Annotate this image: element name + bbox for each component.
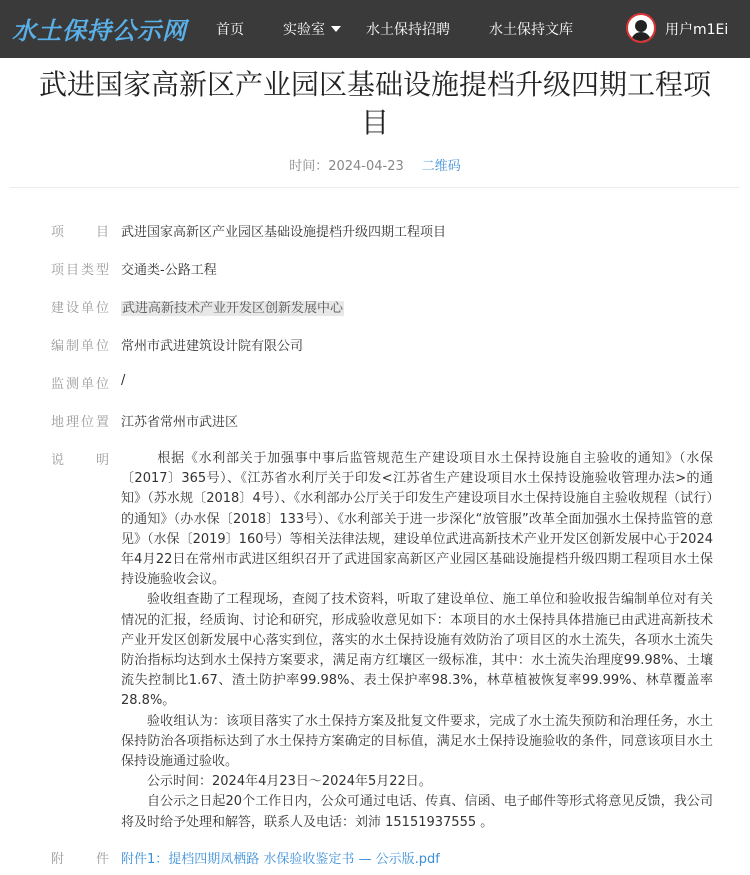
label-project-type: 项目类型 xyxy=(51,263,109,278)
label-builder: 建设单位 xyxy=(51,301,109,316)
avatar-head-icon xyxy=(635,20,647,32)
chevron-down-icon xyxy=(331,26,341,32)
description-paragraph: 根据《水利部关于加强事中事后监管规范生产建设项目水土保持设施自主验收的通知》（水保〔2017〕365号）、《江苏省水利厅关于印发<江苏省生产建设项目水土保持设施验收管理办法>的通知》（苏水规〔2018〕4号）、《水利部办公厅关于印发生产建设项目水土保持设施自主验收规程（试行）的通知》（办水保〔2018〕133号）、《水利部关于进一步深化“放管服”改革全面加强水土保持监管的意见》（水保〔2019〕160号）等相关法律法规，建设单位武进高新技术产业开发区创新发展中心于2024年4月22日在常州市武进区组织召开了武进国家高新区产业园区基础设施提档升级四期工程项目水土保持设施验收会议。 xyxy=(121,451,713,588)
value-project: 武进国家高新区产业园区基础设施提档升级四期工程项目 xyxy=(121,225,447,240)
value-location: 江苏省常州市武进区 xyxy=(121,415,239,430)
nav-item-lab[interactable] xyxy=(283,19,341,39)
value-compiler: 常州市武进建筑设计院有限公司 xyxy=(121,339,304,354)
attachment-link[interactable]: 附件1：提档四期凤栖路 水保验收鉴定书 — 公示版.pdf xyxy=(121,852,440,867)
nav-item-home[interactable]: 首页 xyxy=(216,22,244,38)
description-paragraph: 验收组认为：该项目落实了水土保持方案及批复文件要求，完成了水土流失预防和治理任务，水土保持防治各项指标达到了水土保持方案确定的目标值，满足水土保持设施验收的条件，同意该项目水土保持设施通过验收。 xyxy=(121,713,713,770)
label-location: 地理位置 xyxy=(51,415,109,430)
value-builder xyxy=(121,297,344,316)
label-compiler: 编制单位 xyxy=(51,339,109,354)
divider xyxy=(10,187,740,188)
top-nav xyxy=(0,0,750,58)
builder-highlight: 武进高新技术产业开发区创新发展中心 xyxy=(122,301,344,316)
article-meta xyxy=(0,155,750,174)
nav-item-lab-label: 实验室 xyxy=(283,22,325,38)
label-description: 说 明 xyxy=(51,453,109,468)
publish-time: 时间：2024-04-23 xyxy=(289,159,404,174)
value-monitor: / xyxy=(121,373,126,388)
site-logo[interactable]: 水土保持公示网 xyxy=(12,17,187,45)
description-paragraph: 公示时间：2024年4月23日～2024年5月22日。 xyxy=(147,774,432,790)
nav-item-recruit[interactable]: 水土保持招聘 xyxy=(366,22,450,38)
avatar-body-icon xyxy=(631,32,651,43)
nav-item-library[interactable]: 水土保持文库 xyxy=(489,22,573,38)
description-paragraph: 验收组查勘了工程现场，查阅了技术资料，听取了建设单位、施工单位和验收报告编制单位对有关情况的汇报，经质询、讨论和研究，形成验收意见如下：本项目的水土保持具体措施已由武进高新技术产业开发区创新发展中心落实到位，落实的水土保持设施有效防治了项目区的水土流失，各项水土流失防治指标均达到水土保持方案要求，满足南方红壤区一级标准，其中：水土流失治理度99.98%、土壤流失控制比1.67、渣土防护率99.98%、表土保护率98.3%，林草植被恢复率99.99%、林草覆盖率28.8%。 xyxy=(121,592,713,709)
label-project: 项 目 xyxy=(51,225,109,240)
page-title: 武进国家高新区产业园区基础设施提档升级四期工程项目 xyxy=(38,68,711,139)
value-project-type: 交通类-公路工程 xyxy=(121,263,217,278)
description-paragraph: 自公示之日起20个工作日内，公众可通过电话、传真、信函、电子邮件等形式将意见反馈，我公司将及时给予处理和解答，联系人及电话：刘沛 15151937555 。 xyxy=(121,794,713,830)
user-name[interactable]: 用户m1Ei xyxy=(665,22,729,38)
label-monitor: 监测单位 xyxy=(51,377,109,392)
description-body xyxy=(121,449,713,833)
avatar[interactable] xyxy=(626,13,656,43)
qr-code-link[interactable]: 二维码 xyxy=(421,159,461,174)
label-attachment: 附 件 xyxy=(51,852,109,867)
